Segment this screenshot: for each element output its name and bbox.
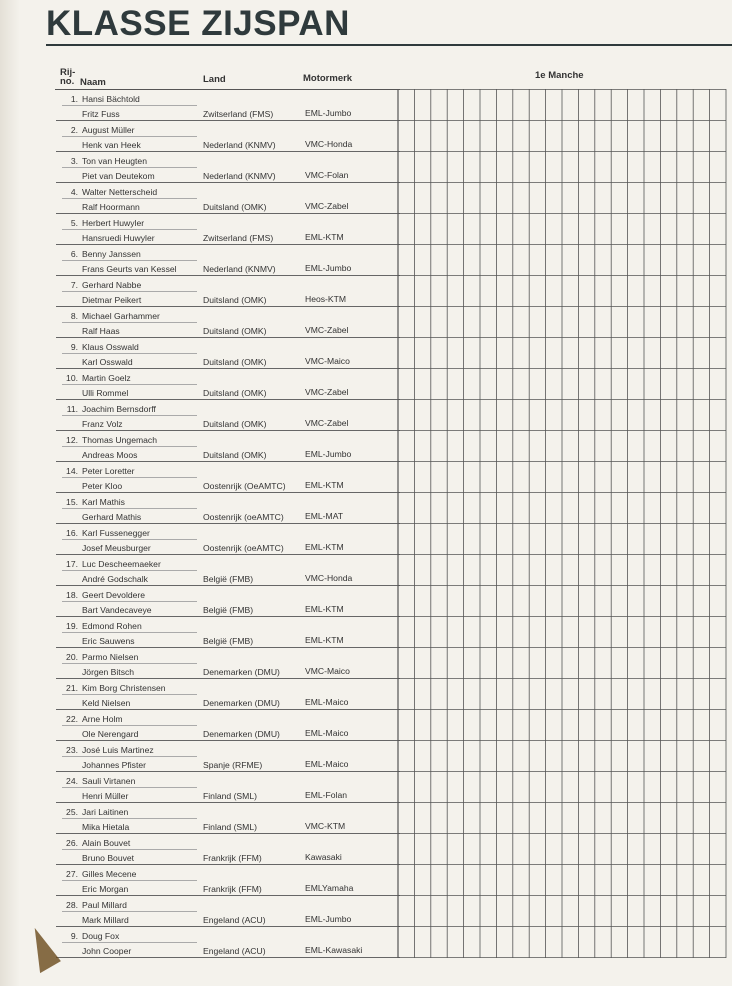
entry-passenger: Henk van Heek <box>82 140 141 150</box>
entry-passenger: Eric Sauwens <box>82 636 135 646</box>
entry-motormerk: EMLYamaha <box>305 883 354 893</box>
entry-number: 5. <box>70 218 78 228</box>
entry-land: Duitsland (OMK) <box>203 388 267 398</box>
entry-land: Spanje (RFME) <box>203 760 263 770</box>
entry-land: Finland (SML) <box>203 791 257 801</box>
entry-passenger: John Cooper <box>82 946 132 956</box>
entry-passenger: Ralf Haas <box>82 326 120 336</box>
entry-motormerk: VMC-KTM <box>305 821 346 831</box>
entry-passenger: Ralf Hoormann <box>82 202 140 212</box>
entry-land: Oostenrijk (oeAMTC) <box>203 543 284 553</box>
entry-land: België (FMB) <box>203 605 254 615</box>
entry-land: Duitsland (OMK) <box>203 419 267 429</box>
entry-motormerk: EML-KTM <box>305 604 344 614</box>
entry-number: 6. <box>70 249 78 259</box>
entry-motormerk: VMC-Zabel <box>305 418 349 428</box>
entry-motormerk: EML-Jumbo <box>305 914 352 924</box>
entry-passenger: Ulli Rommel <box>82 388 129 398</box>
entry-driver: Walter Netterscheid <box>82 187 158 197</box>
entry-motormerk: VMC-Honda <box>305 573 353 583</box>
entry-number: 1. <box>70 94 78 104</box>
entry-motormerk: EML-Folan <box>305 790 348 800</box>
entry-motormerk: EML-Maico <box>305 759 349 769</box>
entry-land: Finland (SML) <box>203 822 257 832</box>
entry-passenger: Franz Volz <box>82 419 123 429</box>
entry-land: Denemarken (DMU) <box>203 667 280 677</box>
entry-motormerk: EML-Maico <box>305 697 349 707</box>
entry-motormerk: VMC-Maico <box>305 356 350 366</box>
entry-land: België (FMB) <box>203 574 254 584</box>
entry-land: Oostenrijk (oeAMTC) <box>203 512 284 522</box>
entry-passenger: Gerhard Mathis <box>82 512 142 522</box>
entry-passenger: André Godschalk <box>82 574 148 584</box>
entry-driver: Sauli Virtanen <box>82 776 136 786</box>
entry-passenger: Henri Müller <box>82 791 129 801</box>
entry-driver: Ton van Heugten <box>82 156 147 166</box>
entry-land: Oostenrijk (OeAMTC) <box>203 481 286 491</box>
entry-driver: Luc Descheemaeker <box>82 559 161 569</box>
entry-driver: Thomas Ungemach <box>82 435 157 445</box>
entry-driver: Arne Holm <box>82 714 123 724</box>
entry-passenger: Peter Kloo <box>82 481 123 491</box>
entry-land: Engeland (ACU) <box>203 915 266 925</box>
entry-land: Duitsland (OMK) <box>203 326 267 336</box>
entry-passenger: Frans Geurts van Kessel <box>82 264 177 274</box>
entry-number: 12. <box>66 435 78 445</box>
entry-driver: Martin Goelz <box>82 373 131 383</box>
entry-number: 24. <box>66 776 78 786</box>
page-title: KLASSE ZIJSPAN <box>46 4 350 43</box>
entry-motormerk: VMC-Zabel <box>305 387 349 397</box>
entry-number: 23. <box>66 745 78 755</box>
entry-passenger: Bruno Bouvet <box>82 853 135 863</box>
entry-passenger: Eric Morgan <box>82 884 129 894</box>
entry-passenger: Dietmar Peikert <box>82 295 142 305</box>
entry-land: Nederland (KNMV) <box>203 264 276 274</box>
entry-passenger: Johannes Pfister <box>82 760 147 770</box>
entry-number: 9. <box>70 342 78 352</box>
entry-driver: Paul Millard <box>82 900 127 910</box>
entry-number: 21. <box>66 683 78 693</box>
entry-motormerk: EML-KTM <box>305 480 344 490</box>
header-rij-label: Rij- <box>60 67 76 78</box>
entry-land: Duitsland (OMK) <box>203 450 267 460</box>
entry-number: 8. <box>70 311 78 321</box>
entry-driver: Alain Bouvet <box>82 838 131 848</box>
entry-driver: Klaus Osswald <box>82 342 139 352</box>
entry-number: 25. <box>66 807 78 817</box>
entry-land: Zwitserland (FMS) <box>203 233 274 243</box>
entry-motormerk: EML-Kawasaki <box>305 945 363 955</box>
header-naam: Naam <box>80 77 106 88</box>
entry-land: Denemarken (DMU) <box>203 698 280 708</box>
entry-passenger: Mika Hietala <box>82 822 130 832</box>
entry-land: België (FMB) <box>203 636 254 646</box>
entry-land: Frankrijk (FFM) <box>203 884 262 894</box>
entry-land: Denemarken (DMU) <box>203 729 280 739</box>
entry-motormerk: EML-MAT <box>305 511 344 521</box>
entry-driver: José Luis Martinez <box>82 745 154 755</box>
entry-number: 10. <box>66 373 78 383</box>
entry-motormerk: EML-KTM <box>305 635 344 645</box>
entry-driver: Karl Mathis <box>82 497 125 507</box>
entry-land: Duitsland (OMK) <box>203 295 267 305</box>
entry-motormerk: VMC-Honda <box>305 139 353 149</box>
entry-motormerk: EML-Jumbo <box>305 108 352 118</box>
entry-passenger: Jörgen Bitsch <box>82 667 135 677</box>
entry-motormerk: VMC-Zabel <box>305 325 349 335</box>
entry-number: 20. <box>66 652 78 662</box>
entry-number: 7. <box>70 280 78 290</box>
entry-driver: Herbert Huwyler <box>82 218 145 228</box>
entry-motormerk: EML-KTM <box>305 542 344 552</box>
entry-motormerk: EML-KTM <box>305 232 344 242</box>
entry-land: Duitsland (OMK) <box>203 202 267 212</box>
header-motormerk: Motormerk <box>303 73 353 84</box>
entry-passenger: Josef Meusburger <box>82 543 151 553</box>
entry-driver: Gilles Mecene <box>82 869 137 879</box>
entry-passenger: Andreas Moos <box>82 450 138 460</box>
entry-driver: Doug Fox <box>82 931 120 941</box>
entry-land: Duitsland (OMK) <box>203 357 267 367</box>
entry-driver: Michael Garhammer <box>82 311 160 321</box>
entry-number: 28. <box>66 900 78 910</box>
entry-land: Nederland (KNMV) <box>203 171 276 181</box>
entry-driver: Hansi Bächtold <box>82 94 140 104</box>
entry-land: Frankrijk (FFM) <box>203 853 262 863</box>
entry-passenger: Bart Vandecaveye <box>82 605 152 615</box>
entry-land: Nederland (KNMV) <box>203 140 276 150</box>
entry-passenger: Mark Millard <box>82 915 129 925</box>
header-manche: 1e Manche <box>535 70 584 81</box>
entry-driver: Karl Fussenegger <box>82 528 150 538</box>
entry-number: 11. <box>66 404 78 414</box>
entry-number: 26. <box>66 838 78 848</box>
header-no-label: no. <box>60 76 75 87</box>
entry-passenger: Karl Osswald <box>82 357 133 367</box>
entry-passenger: Ole Nerengard <box>82 729 139 739</box>
entry-number: 16. <box>66 528 78 538</box>
entry-land: Engeland (ACU) <box>203 946 266 956</box>
entry-driver: Parmo Nielsen <box>82 652 139 662</box>
entry-number: 14. <box>66 466 78 476</box>
entry-driver: Benny Janssen <box>82 249 141 259</box>
entry-driver: Joachim Bernsdorff <box>82 404 156 414</box>
entry-number: 17. <box>66 559 78 569</box>
entry-number: 9. <box>70 931 78 941</box>
entry-number: 4. <box>70 187 78 197</box>
entry-motormerk: EML-Maico <box>305 728 349 738</box>
entry-driver: Jari Laitinen <box>82 807 129 817</box>
entry-passenger: Hansruedi Huwyler <box>82 233 155 243</box>
entry-number: 3. <box>70 156 78 166</box>
entry-driver: Geert Devoldere <box>82 590 146 600</box>
entry-passenger: Keld Nielsen <box>82 698 131 708</box>
entry-motormerk: EML-Jumbo <box>305 449 352 459</box>
entry-passenger: Fritz Fuss <box>82 109 120 119</box>
entry-driver: Gerhard Nabbe <box>82 280 142 290</box>
entry-motormerk: EML-Jumbo <box>305 263 352 273</box>
header-land: Land <box>203 74 226 85</box>
entry-motormerk: VMC-Zabel <box>305 201 349 211</box>
entry-number: 18. <box>66 590 78 600</box>
entry-motormerk: Kawasaki <box>305 852 342 862</box>
entry-motormerk: Heos-KTM <box>305 294 347 304</box>
entry-driver: Edmond Rohen <box>82 621 142 631</box>
entry-passenger: Piet van Deutekom <box>82 171 155 181</box>
entry-land: Zwitserland (FMS) <box>203 109 274 119</box>
entry-number: 22. <box>66 714 78 724</box>
entry-number: 2. <box>70 125 78 135</box>
entry-motormerk: VMC-Maico <box>305 666 350 676</box>
entry-number: 15. <box>66 497 78 507</box>
entry-number: 19. <box>66 621 78 631</box>
entry-number: 27. <box>66 869 78 879</box>
entry-driver: Peter Loretter <box>82 466 135 476</box>
entry-driver: Kim Borg Christensen <box>82 683 166 693</box>
entry-motormerk: VMC-Folan <box>305 170 349 180</box>
entry-driver: August Müller <box>82 125 135 135</box>
